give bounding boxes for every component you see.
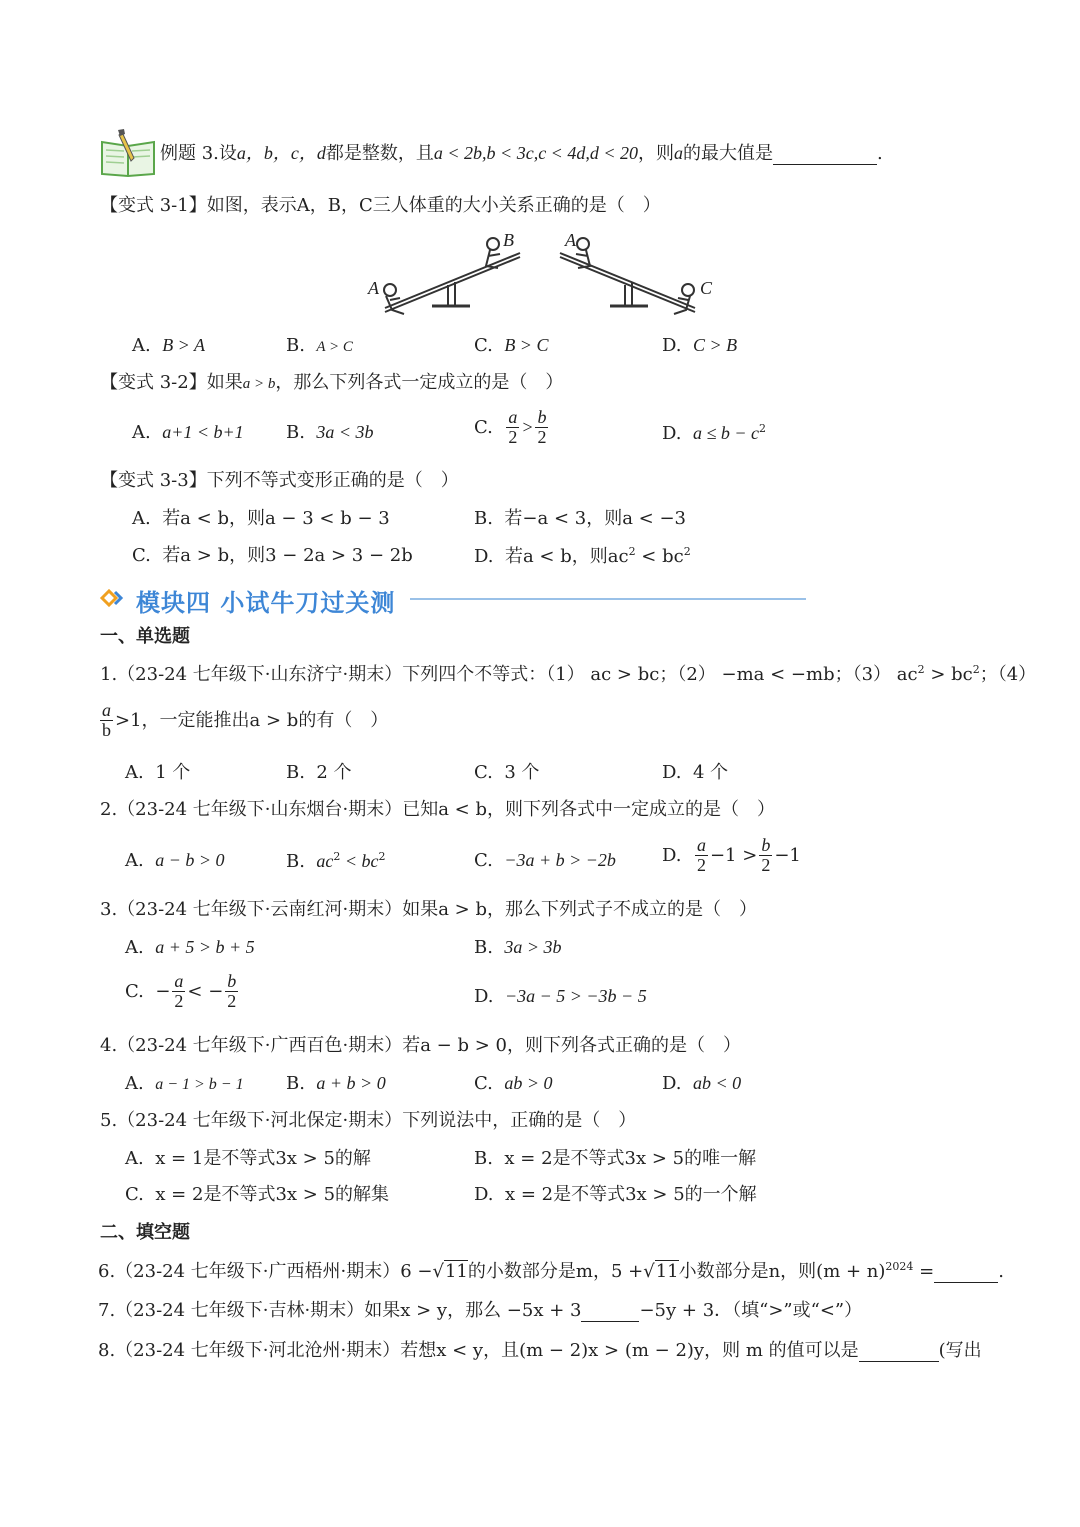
option-expr: x = 2是不等式3x > 5的唯一解 — [504, 1148, 757, 1169]
seesaw-left — [384, 238, 520, 314]
text: 都是整数，且 — [325, 143, 434, 164]
option-expr: ac — [316, 851, 334, 871]
option-letter: B. — [286, 851, 305, 872]
radicand: 11 — [655, 1261, 679, 1282]
question-text: 的小数部分是m，5 + — [467, 1261, 644, 1282]
variant-tag: 【变式 3-2】 — [100, 372, 207, 393]
question-text: ；（4） — [979, 664, 1037, 685]
variant-3-1-question — [100, 195, 661, 217]
option-expr: A > C — [316, 339, 353, 355]
option-expr: 3a < 3b — [316, 422, 374, 442]
option-letter: A. — [125, 937, 144, 958]
superscript: 2 — [972, 663, 980, 676]
option-expr: x = 1是不等式3x > 5的解 — [155, 1148, 371, 1169]
operator: < − — [187, 980, 224, 1002]
option-letter: A. — [125, 762, 144, 783]
option-expr: a + 5 > b + 5 — [155, 937, 255, 957]
question-2: 2.（23-24 七年级下·山东烟台·期末）已知a < b，则下列各式中一定成立的是（ ） — [100, 799, 776, 820]
option-letter: A. — [125, 1073, 144, 1094]
q2-option-a[interactable] — [125, 850, 224, 872]
option-letter: D. — [662, 1073, 682, 1094]
superscript: 2 — [628, 545, 636, 558]
option-expr: a + b > 0 — [316, 1073, 386, 1093]
q1-option-b[interactable] — [286, 762, 352, 784]
question-text: 1.（23-24 七年级下·山东济宁·期末）下列四个不等式：（1） ac > bc；（2） −ma < −mb；（3） ac — [100, 664, 918, 685]
text: 设 — [218, 143, 237, 164]
math-condition: a > b — [242, 376, 276, 392]
option-letter: D. — [662, 762, 682, 783]
q2-option-c[interactable] — [474, 850, 616, 872]
option-expr: 若a < b，则ac — [504, 546, 629, 567]
option-expr: < bc — [340, 851, 379, 871]
option-letter: D. — [474, 986, 494, 1007]
option-expr: ab < 0 — [692, 1073, 742, 1093]
text: 如果 — [206, 372, 243, 393]
q1-option-d[interactable] — [662, 762, 728, 784]
example-3-question — [160, 143, 883, 165]
question-6 — [98, 1260, 1004, 1283]
v33-option-b[interactable] — [474, 508, 686, 530]
text: . — [876, 143, 883, 164]
math-condition: a < 2b,b < 3c,c < 4d,d < 20 — [433, 143, 638, 163]
option-letter: C. — [125, 980, 144, 1002]
option-letter: B. — [474, 1148, 493, 1169]
seesaw-right — [560, 238, 695, 314]
fraction — [172, 972, 185, 1011]
v31-option-b[interactable] — [286, 335, 353, 357]
option-letter: A. — [132, 508, 151, 529]
module-divider — [410, 598, 806, 600]
q4-option-d[interactable] — [662, 1073, 741, 1095]
option-letter: B. — [474, 508, 493, 529]
v32-option-d[interactable] — [662, 422, 766, 445]
variant-tag: 【变式 3-1】 — [100, 195, 207, 216]
denominator: 2 — [174, 990, 184, 1011]
option-expr: B > C — [504, 335, 549, 355]
question-text: 如图，表示A，B，C三人体重的大小关系正确的是（ ） — [206, 195, 661, 216]
seesaw-figure — [360, 228, 720, 328]
option-letter: C. — [474, 335, 493, 356]
math: a — [673, 143, 683, 163]
option-expr: 若a < b，则a − 3 < b − 3 — [162, 508, 390, 529]
option-letter: B. — [286, 335, 305, 356]
q3-option-a[interactable] — [125, 937, 255, 959]
variant-3-3-question — [100, 470, 459, 492]
numerator: a — [696, 835, 706, 855]
operator: −1 — [774, 844, 801, 866]
option-letter: B. — [474, 937, 493, 958]
denominator: 2 — [227, 990, 237, 1011]
option-letter: C. — [474, 1073, 493, 1094]
option-letter: B. — [286, 762, 305, 783]
q3-option-d[interactable] — [474, 986, 647, 1008]
option-letter: A. — [125, 1148, 144, 1169]
fraction — [506, 408, 519, 447]
denominator: 2 — [761, 854, 771, 875]
question-text: 下列不等式变形正确的是（ ） — [206, 470, 459, 491]
numerator: a — [174, 971, 184, 991]
question-text: = — [913, 1261, 935, 1282]
numerator: b — [761, 835, 771, 855]
v32-option-c[interactable] — [474, 408, 550, 447]
option-letter: D. — [662, 335, 682, 356]
variant-3-2-question — [100, 372, 563, 394]
option-letter: D. — [474, 1184, 494, 1205]
question-5: 5.（23-24 七年级下·河北保定·期末）下列说法中，正确的是（ ） — [100, 1110, 637, 1131]
q4-option-b[interactable] — [286, 1073, 386, 1095]
q5-option-a[interactable] — [125, 1148, 371, 1170]
sqrt-icon: √ — [432, 1261, 444, 1282]
option-letter: B. — [286, 1073, 305, 1094]
fraction — [759, 836, 772, 875]
fraction — [100, 701, 113, 740]
q5-option-d[interactable] — [474, 1184, 757, 1206]
denominator: 2 — [537, 426, 547, 447]
question-4: 4.（23-24 七年级下·广西百色·期末）若a − b > 0，则下列各式正确的是（ ） — [100, 1035, 741, 1056]
text: ，那么下列各式一定成立的是（ ） — [275, 372, 564, 393]
option-expr: a − b > 0 — [155, 850, 225, 870]
module-header — [100, 582, 395, 618]
superscript: 2 — [333, 850, 341, 863]
v32-option-b[interactable] — [286, 422, 374, 444]
question-1-line-2 — [98, 701, 388, 740]
q3-option-c[interactable] — [125, 972, 240, 1011]
option-letter: D. — [662, 423, 682, 444]
option-letter: D. — [474, 546, 494, 567]
option-letter: C. — [474, 762, 493, 783]
option-letter: C. — [474, 416, 493, 438]
question-text: 6.（23-24 七年级下·广西梧州·期末）6 − — [98, 1261, 433, 1282]
q2-option-d[interactable] — [662, 836, 801, 875]
question-text: (写出 — [938, 1340, 982, 1361]
superscript: 2 — [378, 850, 386, 863]
answer-blank[interactable] — [773, 164, 877, 165]
question-7 — [98, 1300, 862, 1322]
option-letter: B. — [286, 422, 305, 443]
v33-option-d[interactable] — [474, 545, 691, 568]
answer-blank[interactable] — [581, 1321, 639, 1322]
v31-option-c[interactable] — [474, 335, 548, 357]
v32-option-a[interactable] — [132, 422, 244, 444]
answer-blank[interactable] — [859, 1361, 939, 1362]
option-expr: 3a > 3b — [504, 937, 562, 957]
question-1-line-1 — [100, 663, 1036, 686]
q3-option-b[interactable] — [474, 937, 562, 959]
fraction — [535, 408, 548, 447]
option-expr: a ≤ b − c — [692, 423, 759, 443]
section-fill-in: 二、填空题 — [100, 1222, 190, 1243]
superscript: 2 — [917, 663, 925, 676]
question-text: > bc — [924, 664, 973, 685]
radicand: 11 — [444, 1261, 468, 1282]
option-expr: < bc — [635, 546, 684, 567]
superscript: 2024 — [885, 1260, 914, 1273]
question-text: . — [998, 1261, 1004, 1282]
q1-option-c[interactable] — [474, 762, 540, 784]
option-expr: −3a − 5 > −3b − 5 — [504, 986, 647, 1006]
seesaw-label-c: C — [700, 278, 713, 298]
denominator: 2 — [696, 854, 706, 875]
q4-option-c[interactable] — [474, 1073, 552, 1095]
v33-option-a[interactable] — [132, 508, 390, 530]
superscript: 2 — [758, 422, 766, 435]
example-label: 例题 3. — [160, 143, 219, 164]
numerator: a — [102, 700, 111, 720]
option-expr: −3a + b > −2b — [504, 850, 616, 870]
operator: > — [521, 416, 534, 437]
option-expr: a+1 < b+1 — [162, 422, 244, 442]
q5-option-b[interactable] — [474, 1148, 756, 1170]
question-text: 8.（23-24 七年级下·河北沧州·期末）若想x < y，且(m − 2)x > (m − 2)y，则 m 的值可以是 — [98, 1340, 859, 1361]
fraction — [225, 972, 238, 1011]
option-letter: D. — [662, 844, 682, 866]
option-expr: x = 2是不等式3x > 5的一个解 — [504, 1184, 757, 1205]
option-expr: 4 个 — [692, 762, 729, 783]
q1-option-a[interactable] — [125, 762, 190, 784]
text: ，则 — [637, 143, 674, 164]
option-expr: B > A — [162, 335, 205, 355]
superscript: 2 — [683, 545, 691, 558]
option-letter: A. — [132, 422, 151, 443]
v33-option-c[interactable] — [132, 545, 413, 567]
module-title: 模块四 小试牛刀过关测 — [136, 588, 396, 617]
seesaw-label-a-right: A — [565, 230, 576, 250]
option-letter: A. — [132, 335, 151, 356]
text: 的最大值是 — [682, 143, 773, 164]
numerator: b — [537, 407, 547, 427]
seesaw-label-a: A — [368, 278, 379, 298]
option-letter: C. — [474, 850, 493, 871]
answer-blank[interactable] — [934, 1282, 998, 1283]
q5-option-c[interactable] — [125, 1184, 389, 1206]
question-3: 3.（23-24 七年级下·云南红河·期末）如果a > b，那么下列式子不成立的是（ ） — [100, 899, 758, 920]
option-letter: C. — [132, 545, 151, 566]
option-expr: ab > 0 — [504, 1073, 553, 1093]
option-expr: C > B — [692, 335, 738, 355]
option-expr: 若a > b，则3 − 2a > 3 − 2b — [162, 545, 413, 566]
option-letter: A. — [125, 850, 144, 871]
question-8 — [98, 1340, 982, 1362]
q4-option-a[interactable] — [125, 1073, 244, 1095]
sqrt-icon: √ — [643, 1261, 655, 1282]
question-text: −5y + 3．（填“>”或“<”） — [639, 1300, 863, 1321]
question-text: 小数部分是n，则(m + n) — [678, 1261, 886, 1282]
option-expr: 2 个 — [316, 762, 352, 783]
numerator: b — [227, 971, 237, 991]
q2-option-b[interactable] — [286, 850, 386, 873]
variant-tag: 【变式 3-3】 — [100, 470, 207, 491]
operator: − — [155, 980, 171, 1002]
operator: −1 > — [709, 844, 758, 866]
option-expr: x = 2是不等式3x > 5的解集 — [155, 1184, 390, 1205]
option-letter: C. — [125, 1184, 144, 1205]
v31-option-a[interactable] — [132, 335, 205, 357]
option-expr: a − 1 > b − 1 — [155, 1076, 244, 1093]
book-icon — [98, 128, 158, 180]
denominator: 2 — [508, 426, 518, 447]
option-expr: 1 个 — [155, 762, 191, 783]
question-text: 7.（23-24 七年级下·吉林·期末）如果x > y，那么 −5x + 3 — [98, 1300, 582, 1321]
denominator: b — [102, 719, 111, 740]
section-single-choice: 一、单选题 — [100, 626, 190, 647]
seesaw-label-b: B — [503, 230, 514, 250]
diamond-arrow-icon — [100, 588, 130, 613]
math: a，b，c，d — [236, 143, 326, 163]
question-text: >1，一定能推出a > b的有（ ） — [115, 709, 389, 731]
option-expr: 若−a < 3，则a < −3 — [504, 508, 686, 529]
option-expr: 3 个 — [504, 762, 540, 783]
fraction — [695, 836, 708, 875]
numerator: a — [508, 407, 518, 427]
v31-option-d[interactable] — [662, 335, 737, 357]
